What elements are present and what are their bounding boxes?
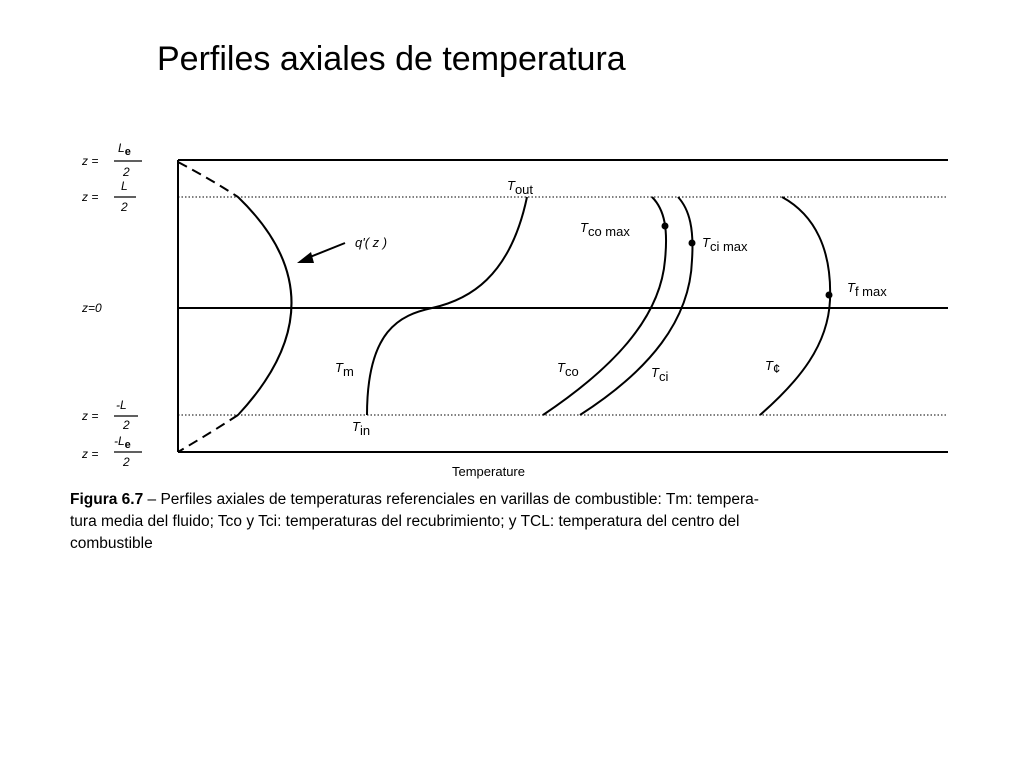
svg-text:2: 2	[121, 200, 128, 214]
svg-text:z =: z =	[82, 154, 99, 168]
x-axis-label: Temperature	[452, 464, 525, 479]
t-co-max-point	[662, 223, 669, 230]
svg-text:z =: z =	[82, 190, 99, 204]
caption-line-2: tura media del fluido; Tco y Tci: temperaturas del recubrimiento; y TCL: temperatura del centro del	[70, 513, 740, 530]
label-z-minus-le	[81, 434, 142, 469]
heat-flux-extrap-top	[178, 162, 238, 197]
svg-text:2: 2	[123, 455, 130, 469]
label-z-le	[81, 141, 142, 179]
svg-text:2: 2	[123, 165, 130, 179]
label-z-l	[81, 179, 136, 214]
svg-text:-Le: -Le	[114, 434, 131, 451]
t-m-curve	[367, 197, 527, 415]
label-q-z: q'( z )	[355, 235, 388, 250]
svg-text:L: L	[121, 179, 128, 193]
label-t-in: Tin	[352, 419, 371, 438]
label-t-m: Tm	[335, 360, 354, 379]
label-t-ci-max: Tci max	[702, 235, 748, 254]
label-t-cl: T¢	[765, 358, 781, 376]
t-ci-max-point	[689, 240, 696, 247]
heat-flux-extrap-bottom	[178, 415, 238, 452]
figure-number: Figura 6.7	[70, 491, 144, 508]
caption-line-3: combustible	[70, 535, 153, 552]
heat-flux-arrowhead	[297, 252, 314, 263]
label-t-co-max: Tco max	[580, 220, 630, 239]
label-t-f-max: Tf max	[847, 280, 887, 299]
svg-text:-L: -L	[116, 398, 127, 412]
svg-text:2: 2	[123, 418, 130, 432]
t-cl-curve	[760, 197, 830, 415]
heat-flux-curve	[238, 197, 292, 415]
svg-text:z =: z =	[82, 447, 99, 461]
caption-line-1	[70, 489, 970, 511]
svg-text:Le: Le	[118, 141, 131, 158]
label-z-minus-l	[81, 398, 138, 432]
slide-title: Perfiles axiales de temperatura	[157, 40, 626, 78]
label-t-ci: Tci	[651, 365, 669, 384]
caption-line-1-text: – Perfiles axiales de temperaturas referenciales en varillas de combustible: Tm: tempera-	[143, 491, 759, 508]
figure-caption	[70, 489, 970, 555]
label-t-co: Tco	[557, 360, 579, 379]
svg-text:z =: z =	[82, 409, 99, 423]
t-f-max-point	[826, 292, 833, 299]
label-t-out: Tout	[507, 178, 534, 197]
label-z-zero: z=0	[82, 301, 102, 315]
